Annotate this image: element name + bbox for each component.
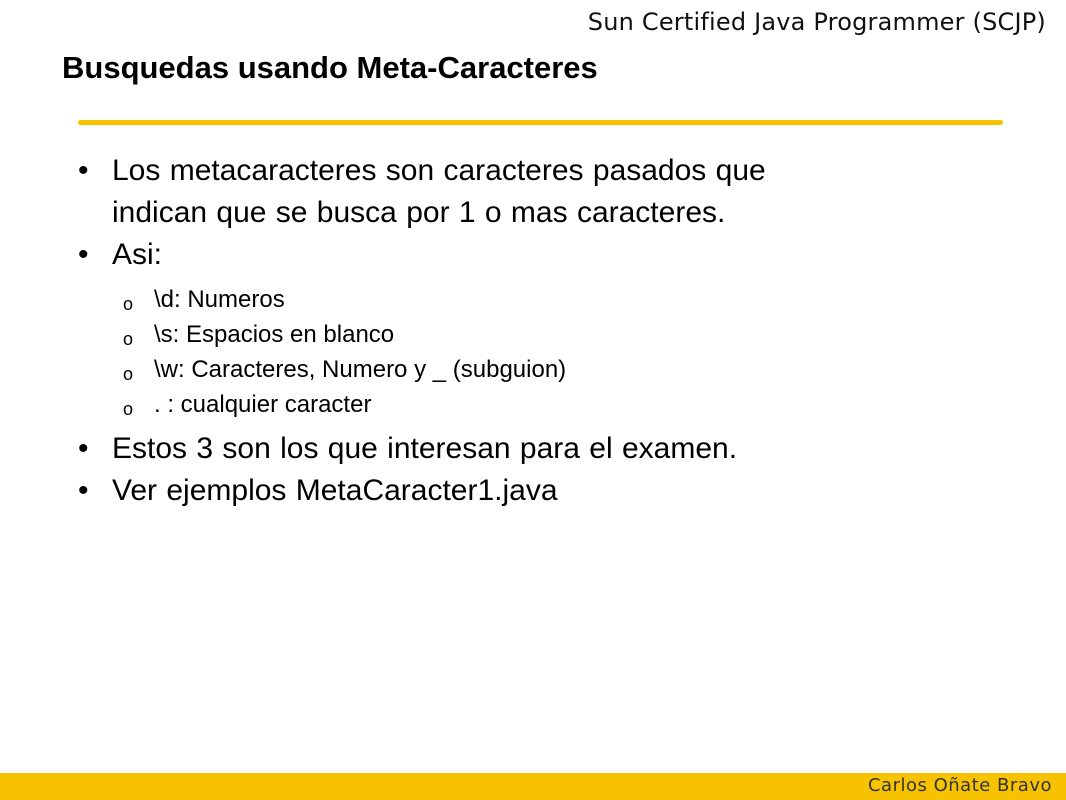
- sub-bullet-text: . : cualquier caracter: [154, 391, 372, 418]
- course-title: Sun Certified Java Programmer (SCJP): [587, 8, 1046, 36]
- footer-bar: [0, 773, 1066, 800]
- bullet-text: Ver ejemplos MetaCaracter1.java: [112, 474, 558, 507]
- sub-bullet-text: \w: Caracteres, Numero y _ (subguion): [154, 356, 567, 383]
- bullet-icon: •: [78, 238, 89, 271]
- bullet-item: [78, 428, 978, 470]
- slide-title: Busquedas usando Meta-Caracteres: [62, 50, 598, 85]
- bullet-text-line-1: Los metacaracteres son caracteres pasados que: [112, 154, 766, 187]
- bullet-item: [78, 470, 978, 512]
- bullet-text: Asi:: [112, 238, 163, 271]
- bullet-item: [78, 150, 978, 234]
- circle-bullet-icon: o: [123, 399, 134, 419]
- bullet-text: Estos 3 son los que interesan para el examen.: [112, 432, 738, 465]
- bullet-icon: •: [78, 154, 89, 187]
- sub-bullet-text: \s: Espacios en blanco: [154, 321, 395, 348]
- bullet-item: [78, 234, 978, 276]
- circle-bullet-icon: o: [123, 294, 134, 314]
- circle-bullet-icon: o: [123, 364, 134, 384]
- bullet-icon: •: [78, 432, 89, 465]
- sub-bullet-item: [78, 352, 978, 387]
- author-name: Carlos Oñate Bravo: [867, 775, 1052, 796]
- bullet-icon: •: [78, 474, 89, 507]
- sub-bullet-item: [78, 282, 978, 317]
- sub-bullet-item: [78, 387, 978, 422]
- sub-bullet-item: [78, 317, 978, 352]
- slide-content: [78, 150, 978, 512]
- sub-bullet-text: \d: Numeros: [154, 286, 285, 313]
- title-divider: [78, 120, 1003, 125]
- bullet-text-line-2: indican que se busca por 1 o mas caracteres.: [112, 196, 726, 229]
- sub-bullet-list: [78, 282, 978, 422]
- circle-bullet-icon: o: [123, 329, 134, 349]
